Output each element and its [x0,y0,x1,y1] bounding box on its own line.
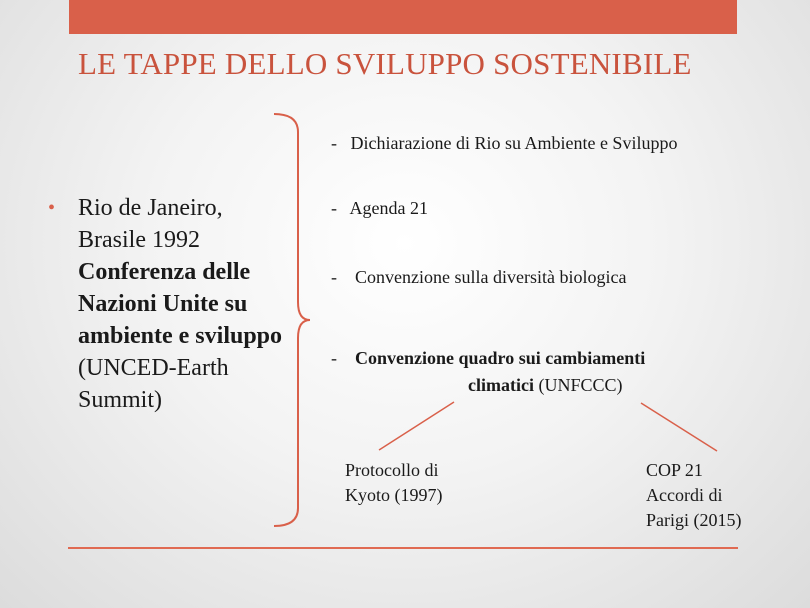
location-text: Rio de Janeiro, Brasile 1992 [78,195,223,253]
slide-title: LE TAPPE DELLO SVILUPPO SOSTENIBILE [78,46,692,81]
cop21-agreement: COP 21 Accordi di Parigi (2015) [646,460,742,530]
list-item: - Convenzione quadro sui cambiamenti [331,348,646,368]
bottom-divider [68,547,738,549]
item-text: Convenzione sulla diversità biologica [355,267,627,287]
kyoto-protocol: Protocollo di Kyoto (1997) [345,460,443,505]
item-text-bold: Convenzione quadro sui cambiamenti [355,348,646,368]
list-item: - Convenzione sulla diversità biologica [331,267,627,287]
connector-line-left [379,402,454,450]
item-text-bold: climatici [468,375,534,395]
list-item: - Agenda 21 [331,198,428,218]
list-item: - Dichiarazione di Rio su Ambiente e Sviluppo [331,133,678,153]
item-text: Dichiarazione di Rio su Ambiente e Sviluppo [350,133,678,153]
connector-line-right [641,403,717,451]
bullet-icon: • [48,197,56,219]
conference-acronym: (UNCED-Earth Summit) [78,355,229,413]
item-text: Agenda 21 [349,198,428,218]
conference-name: Conferenza delle Nazioni Unite su ambiente e sviluppo [78,259,283,349]
item-text: (UNFCCC) [538,375,623,395]
